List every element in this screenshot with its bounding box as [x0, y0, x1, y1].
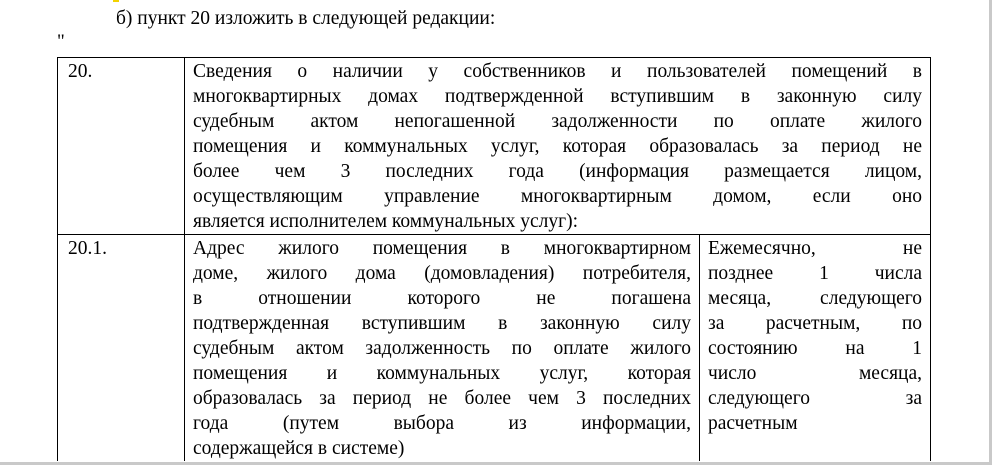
period-line: месяца, следующего: [708, 288, 923, 309]
description-line: подтвержденная вступившим в законную силу: [193, 313, 691, 334]
highlight-mark: [113, 0, 119, 2]
description-line: судебным актом задолженность по оплате жилого: [193, 338, 691, 359]
description-line: содержащейся в системе): [193, 438, 405, 459]
description-line: судебным актом непогашенной задолженности по оплате жилого: [193, 111, 923, 132]
description-line: Сведения о наличии у собственников и пользователей помещений в: [193, 61, 923, 82]
row-number: 20.: [58, 58, 185, 235]
document-table: [57, 57, 931, 461]
period-line: расчетным: [708, 413, 798, 434]
period-line: за расчетным, по: [708, 313, 923, 334]
description-line: более чем 3 последних года (информация размещается лицом,: [193, 161, 923, 182]
description-line: осуществляющим управление многоквартирным домом, если оно: [193, 186, 923, 207]
row-number: 20.1.: [58, 235, 185, 462]
period-line: Ежемесячно, не: [708, 238, 923, 259]
description-line: помещения и коммунальных услуг, которая образовалась за период не: [193, 136, 923, 157]
description-line: многоквартирных домах подтвержденной вступившим в законную силу: [193, 86, 923, 107]
row-description: [185, 58, 931, 235]
description-line: является исполнителем коммунальных услуг):: [193, 211, 579, 232]
period-line: состоянию на 1: [708, 338, 923, 359]
description-line: доме, жилого дома (домовладения) потребителя,: [193, 263, 691, 284]
row-description: [185, 235, 700, 462]
description-line: года (путем выбора из информации,: [193, 413, 691, 434]
description-line: в отношении которого не погашена: [193, 288, 691, 309]
description-line: помещения и коммунальных услуг, которая: [193, 363, 691, 384]
period-line: позднее 1 числа: [708, 263, 923, 284]
description-line: образовалась за период не более чем 3 последних: [193, 388, 691, 409]
opening-quote: ": [57, 31, 65, 52]
intro-text: б) пункт 20 изложить в следующей редакции:: [116, 8, 496, 29]
table-row: [58, 235, 931, 462]
table-row: [58, 58, 931, 235]
period-line: число месяца,: [708, 363, 923, 384]
row-period: [700, 235, 931, 462]
period-line: следующего за: [708, 388, 923, 409]
description-line: Адрес жилого помещения в многоквартирном: [193, 238, 691, 259]
